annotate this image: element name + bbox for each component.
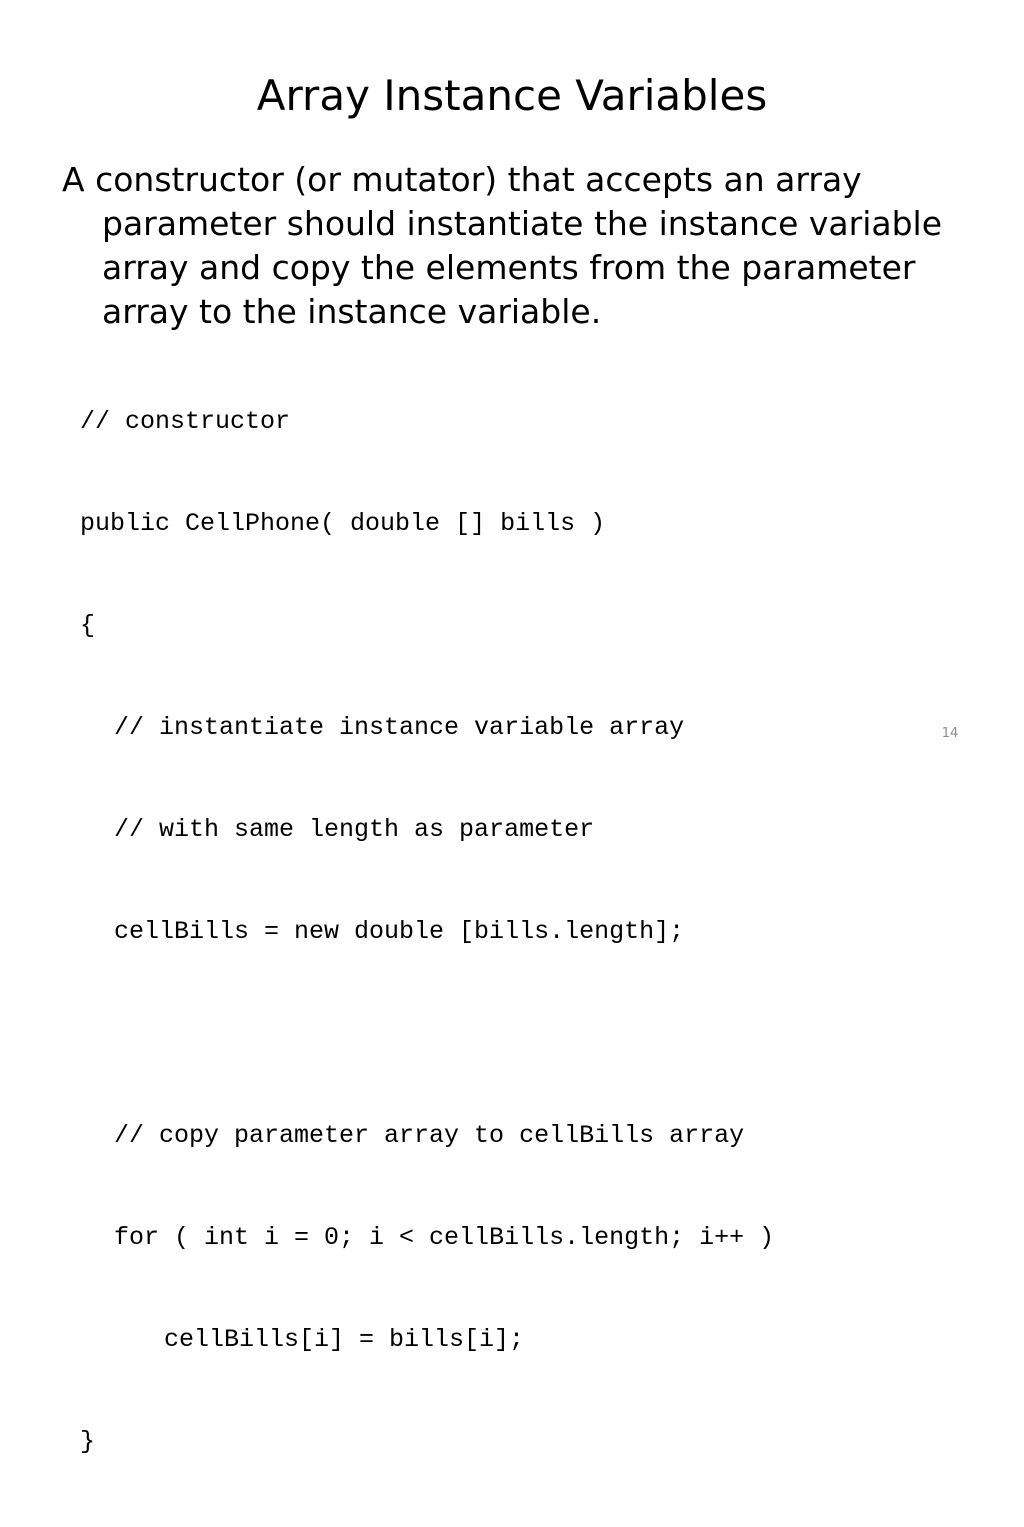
slide-body	[62, 158, 982, 334]
code-line-for-loop: for ( int i = 0; i < cellBills.length; i++ )	[114, 1223, 775, 1252]
code-line-comment-instantiate: // instantiate instance variable array	[114, 713, 685, 742]
code-line-new-array: cellBills = new double [bills.length];	[114, 917, 685, 946]
slide-title: Array Instance Variables	[256, 71, 768, 120]
code-line-comment-copy: // copy parameter array to cellBills array	[114, 1121, 745, 1150]
page-number: 14	[941, 726, 959, 741]
code-line-comment-constructor: // constructor	[80, 407, 291, 436]
code-block	[80, 337, 980, 1527]
code-line-signature: public CellPhone( double [] bills )	[80, 509, 606, 538]
body-paragraph: A constructor (or mutator) that accepts an array parameter should instantiate the instance variable array and copy the elements from the parameter array to the instance variable.	[62, 160, 943, 331]
code-line-blank	[80, 1017, 980, 1051]
code-line-open-brace: {	[80, 611, 96, 640]
code-line-close-brace: }	[80, 1427, 96, 1456]
code-line-assignment: cellBills[i] = bills[i];	[164, 1325, 525, 1354]
code-line-comment-same-length: // with same length as parameter	[114, 815, 595, 844]
